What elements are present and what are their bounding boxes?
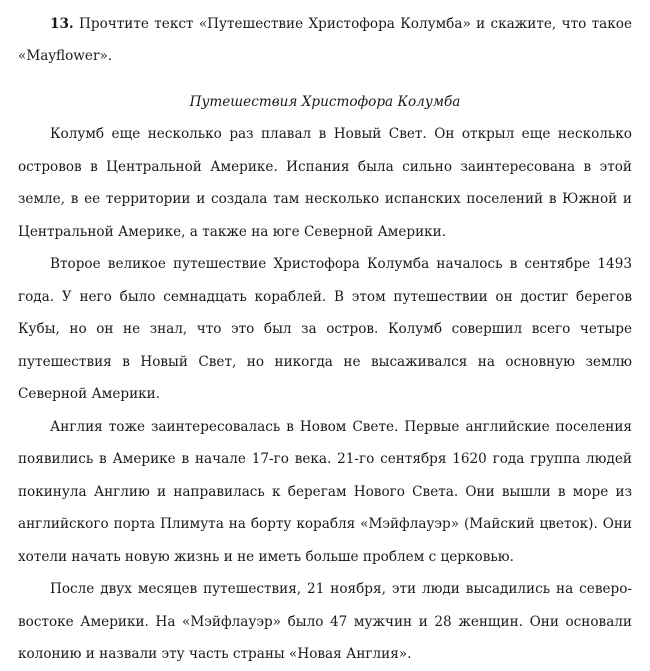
paragraph-3: Англия тоже заинтересовалась в Новом Свете. Первые английские поселения появились в Америке в начале 17-го века. 21-го сентября 1620 года группа людей покинула Англию и направилась к берегам Нового Света. Они вышли в море из английского порта Плимута на борту корабля «Мэйфлауэр» (Майский цветок). Они хотели начать новую жизнь и не иметь больше проблем с церковью. <box>18 418 632 565</box>
paragraph-1: Колумб еще несколько раз плавал в Новый Свет. Он открыл еще несколько островов в Центральной Америке. Испания была сильно заинтересована в этой земле, в ее территории и создала там несколько испанских поселений в Южной и Центральной Америке, а также на юге Северной Америки. <box>18 126 632 240</box>
task-text: Прочтите текст «Путешествие Христофора Колумба» и скажите, что такое «Mayflower». <box>18 16 632 64</box>
task-number: 13. <box>50 16 74 32</box>
task-instruction <box>18 8 632 72</box>
text-title: Путешествия Христофора Колумба <box>189 94 461 110</box>
paragraph-4: После двух месяцев путешествия, 21 ноября, эти люди высадились на северо-востоке Америки. На «Мэйфлауэр» было 47 мужчин и 28 женщин. Они основали колонию и назвали эту часть страны «Новая Англия». <box>18 581 632 662</box>
paragraph-2: Второе великое путешествие Христофора Колумба началось в сентябре 1493 года. У него было семнадцать кораблей. В этом путешествии он достиг берегов Кубы, но он не знал, что это был за остров. Колумб совершил всего четыре путешествия в Новый Свет, но никогда не высаживался на основную землю Северной Америки. <box>18 256 632 402</box>
